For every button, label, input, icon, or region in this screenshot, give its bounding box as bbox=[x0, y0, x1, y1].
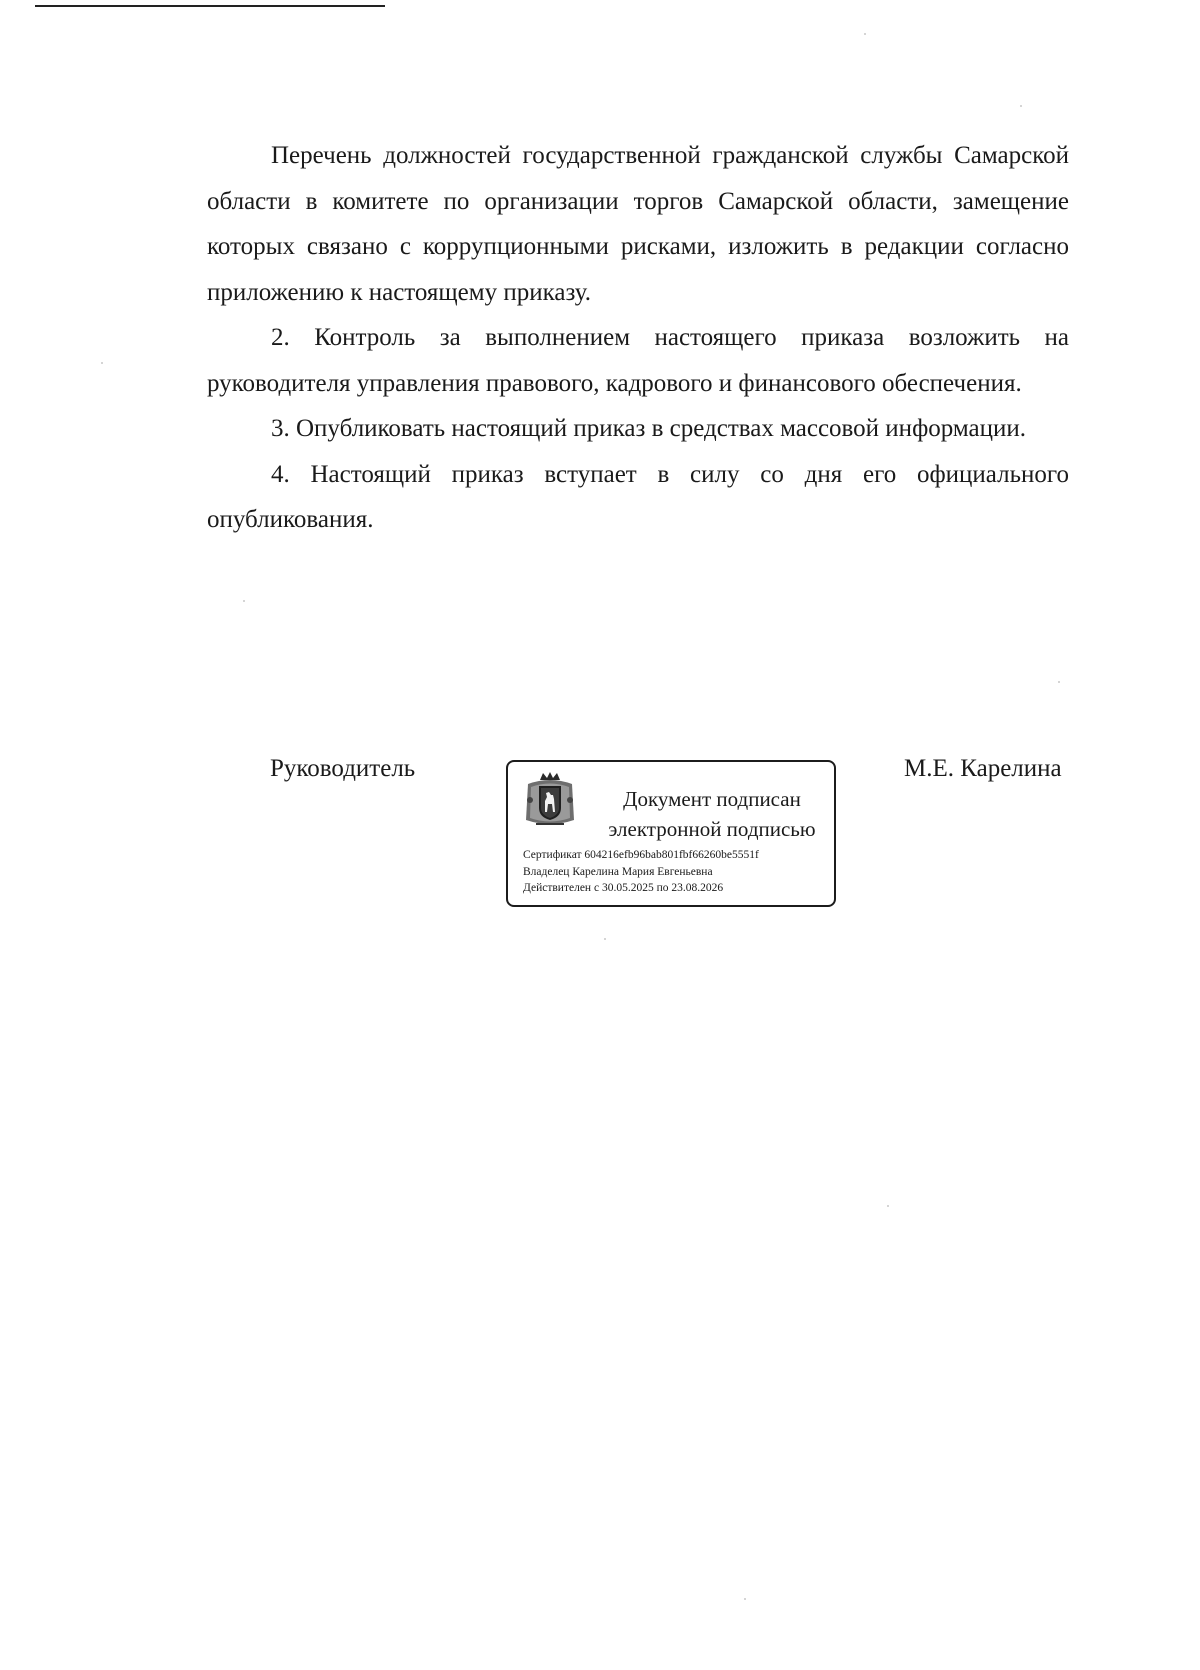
samara-coat-of-arms-icon bbox=[522, 770, 578, 830]
stamp-heading bbox=[594, 784, 830, 844]
paragraph-list-statement: Перечень должностей государственной гражданской службы Самарской области в комитете по организации торгов Самарской области, замещение которых связано с коррупционными рисками, изложить в редакции согласно приложению к настоящему приказу. bbox=[207, 142, 1069, 306]
stamp-certificate: Сертификат 604216efb96bab801fbf66260be5551f bbox=[523, 849, 759, 861]
scan-speck bbox=[604, 938, 606, 940]
stamp-validity: Действителен с 30.05.2025 по 23.08.2026 bbox=[523, 882, 724, 894]
scan-speck bbox=[1058, 681, 1060, 683]
stamp-owner: Владелец Карелина Мария Евгеньевна bbox=[523, 865, 713, 878]
scan-speck bbox=[243, 600, 245, 602]
scan-speck bbox=[1020, 105, 1022, 107]
signatory-title: Руководитель bbox=[270, 755, 416, 782]
paragraph-item-3: 3. Опубликовать настоящий приказ в средствах массовой информации. bbox=[271, 415, 1027, 442]
top-rule bbox=[35, 5, 385, 7]
scan-speck bbox=[887, 1205, 889, 1207]
scan-speck bbox=[744, 1598, 746, 1600]
scan-speck bbox=[864, 33, 866, 35]
paragraph-item-4: 4. Настоящий приказ вступает в силу со дня его официального опубликования. bbox=[207, 460, 1069, 533]
signatory-name: М.Е. Карелина bbox=[904, 755, 1062, 782]
stamp-heading-line-1: Документ подписан bbox=[623, 787, 801, 811]
stamp-details bbox=[523, 847, 759, 897]
stamp-heading-line-2: электронной подписью bbox=[608, 817, 816, 841]
electronic-signature-stamp bbox=[506, 760, 836, 907]
scan-speck bbox=[101, 362, 103, 364]
document-body bbox=[207, 133, 1069, 543]
paragraph-item-2: 2. Контроль за выполнением настоящего приказа возложить на руководителя управления правового, кадрового и финансового обеспечения. bbox=[207, 324, 1069, 397]
